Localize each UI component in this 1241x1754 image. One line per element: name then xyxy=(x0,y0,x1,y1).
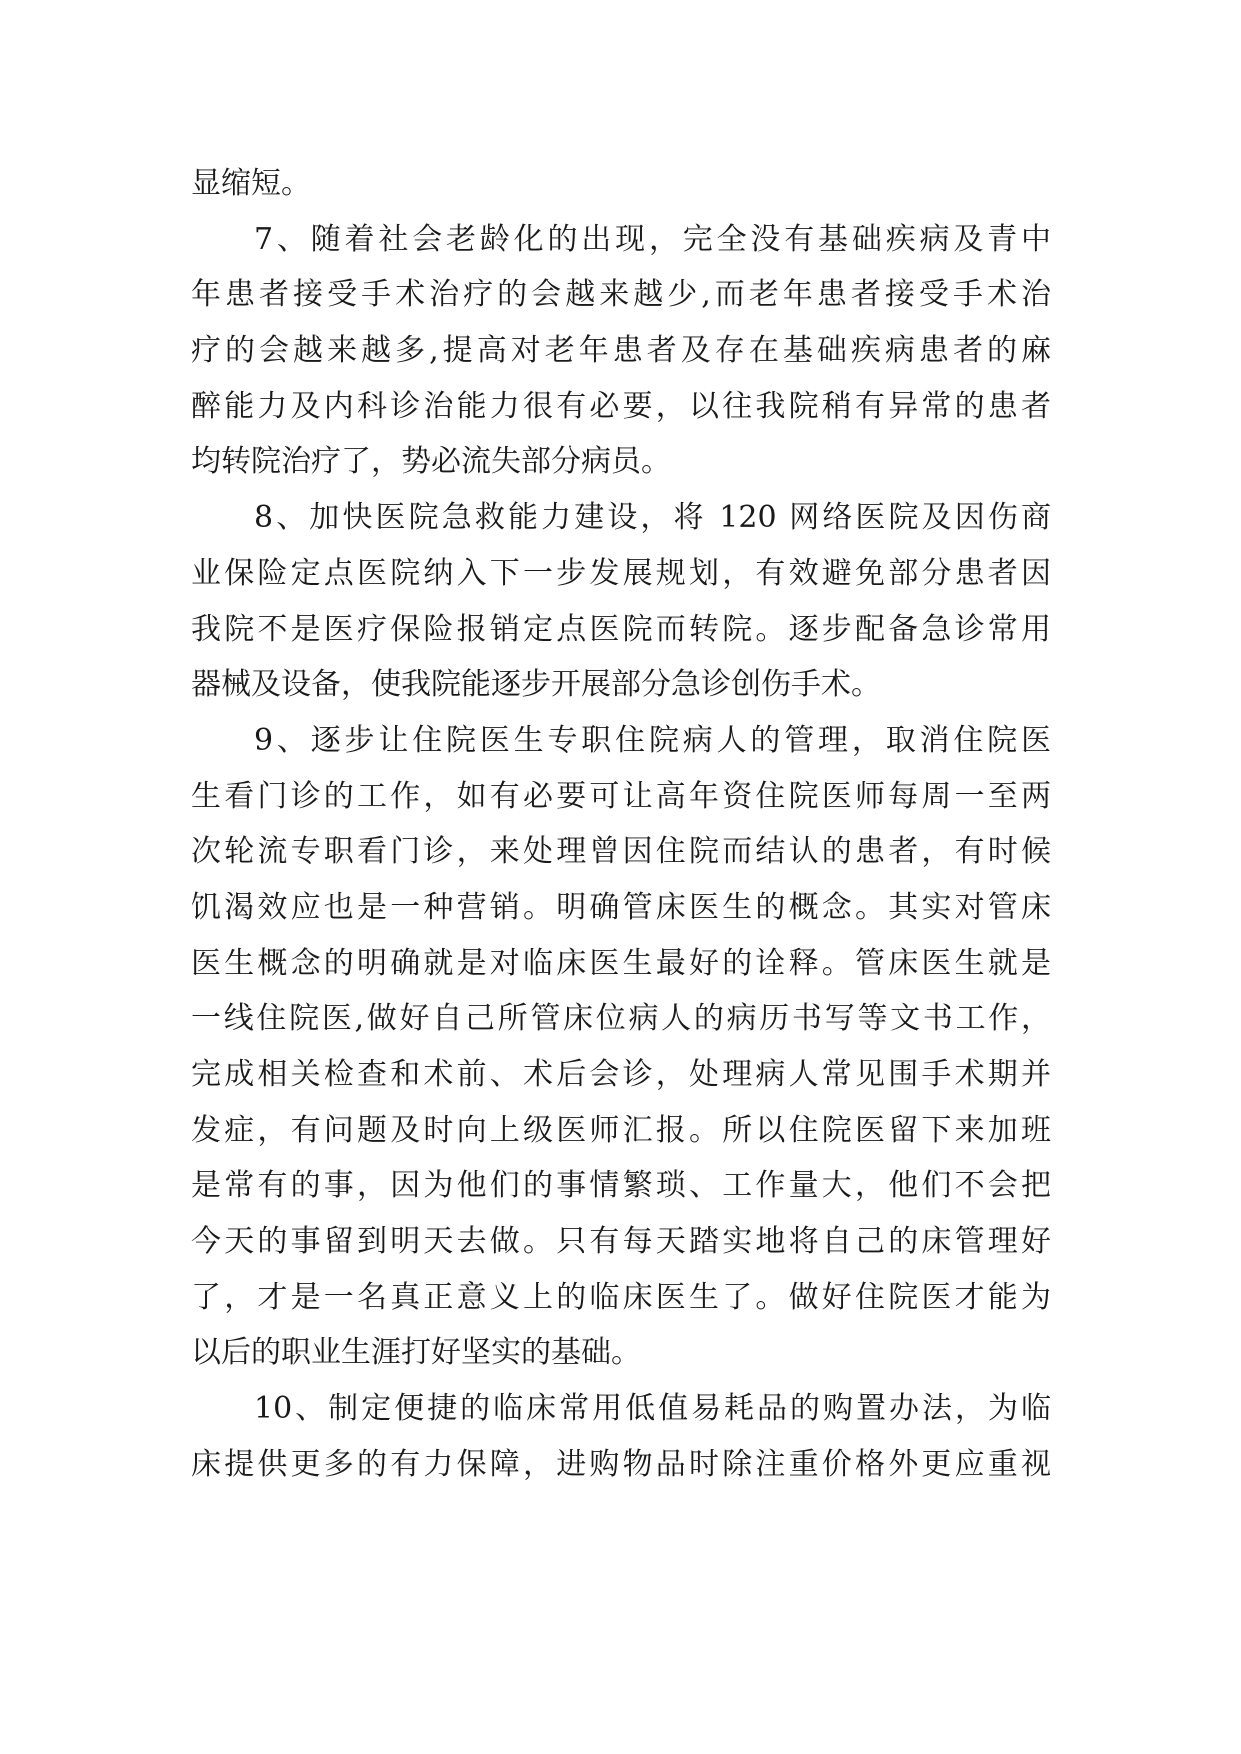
text-line: 完成相关检查和术前、术后会诊，处理病人常见围手术期并 xyxy=(191,1057,1051,1092)
text-line: 床提供更多的有力保障，进购物品时除注重价格外更应重视 xyxy=(191,1446,1051,1482)
text-line: 醉能力及内科诊治能力很有必要，以往我院稍有异常的患者 xyxy=(191,388,1051,424)
paragraph-9-line: 9、逐步让住院医生专职住院病人的管理，取消住院医 xyxy=(254,722,1051,758)
paragraph-7-line: 7、随着社会老龄化的出现，完全没有基础疾病及青中 xyxy=(254,221,1051,257)
text-line: 了，才是一名真正意义上的临床医生了。做好住院医才能为 xyxy=(191,1279,1051,1315)
text-line: 是常有的事，因为他们的事情繁琐、工作量大，他们不会把 xyxy=(191,1168,1051,1204)
body-text xyxy=(191,156,1051,1493)
paragraph-10-line: 10、制定便捷的临床常用低值易耗品的购置办法，为临 xyxy=(254,1391,1051,1427)
text-line: 医生概念的明确就是对临床医生最好的诠释。管床医生就是 xyxy=(191,945,1051,981)
text-line: 一线住院医,做好自己所管床位病人的病历书写等文书工作， xyxy=(191,1001,1051,1037)
text-line: 今天的事留到明天去做。只有每天踏实地将自己的床管理好 xyxy=(191,1224,1051,1260)
text-line: 饥渴效应也是一种营销。明确管床医生的概念。其实对管床 xyxy=(191,889,1051,925)
text-line: 以后的职业生涯打好坚实的基础。 xyxy=(191,1335,641,1371)
text-line: 疗的会越来越多,提高对老年患者及存在基础疾病患者的麻 xyxy=(191,333,1051,369)
text-line: 均转院治疗了，势必流失部分病员。 xyxy=(191,444,671,480)
text-line: 发症，有问题及时向上级医师汇报。所以住院医留下来加班 xyxy=(191,1112,1051,1148)
text-line: 生看门诊的工作，如有必要可让高年资住院医师每周一至两 xyxy=(191,778,1051,814)
text-line: 我院不是医疗保险报销定点医院而转院。逐步配备急诊常用 xyxy=(191,611,1051,647)
text-line: 显缩短。 xyxy=(191,166,311,201)
text-line: 年患者接受手术治疗的会越来越少,而老年患者接受手术治 xyxy=(191,277,1051,313)
text-line: 业保险定点医院纳入下一步发展规划，有效避免部分患者因 xyxy=(191,555,1051,591)
paragraph-8-line: 8、加快医院急救能力建设，将 120 网络医院及因伤商 xyxy=(254,500,1051,536)
text-line: 次轮流专职看门诊，来处理曾因住院而结认的患者，有时候 xyxy=(191,834,1051,870)
text-line: 器械及设备，使我院能逐步开展部分急诊创伤手术。 xyxy=(191,667,881,703)
